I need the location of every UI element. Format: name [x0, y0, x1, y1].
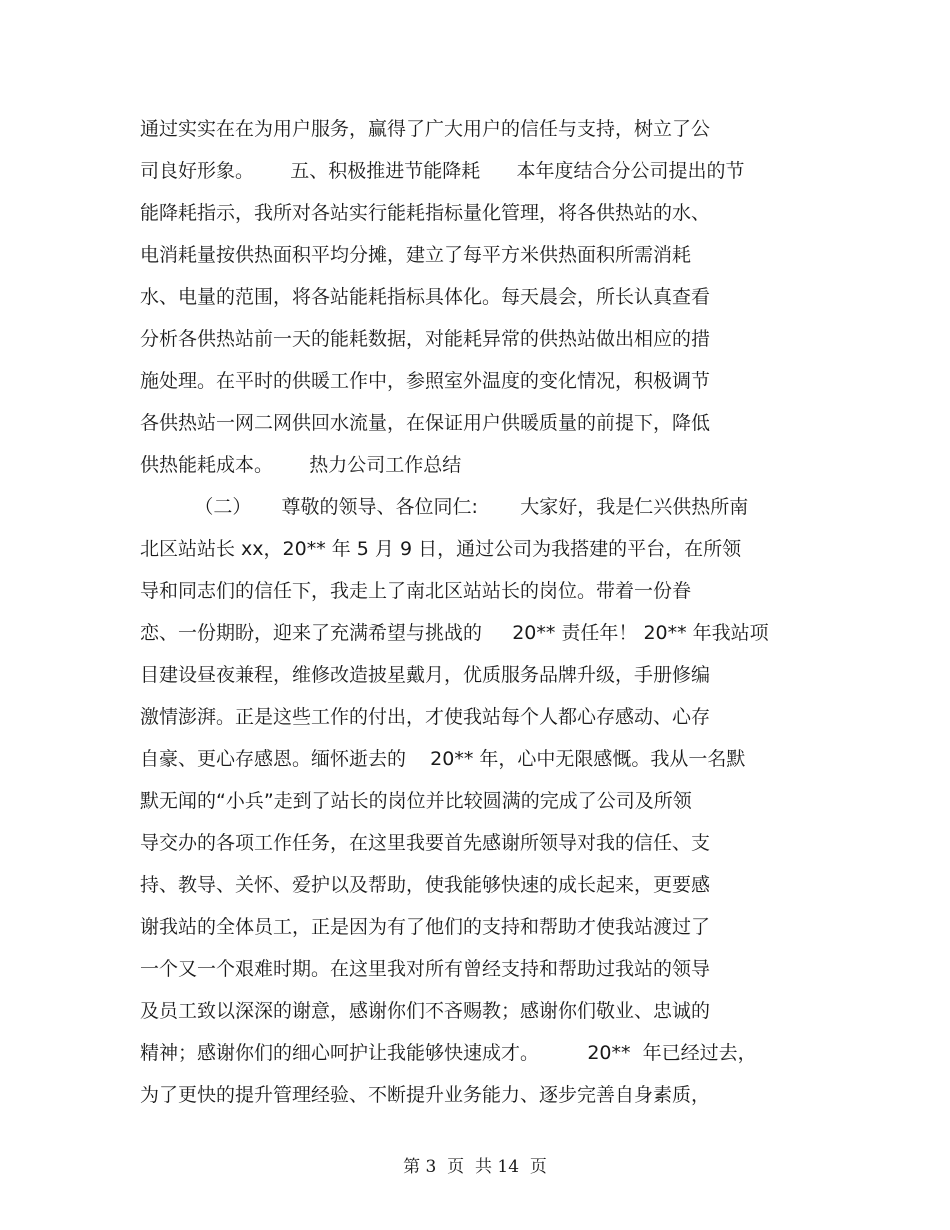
body-text-line: 自豪、更心存感恩。缅怀逝去的 20** 年，心中无限感慨。我从一名默 — [140, 748, 746, 770]
body-text-line: 通过实实在在为用户服务，赢得了广大用户的信任与支持，树立了公 — [140, 118, 711, 140]
body-text-line: 谢我站的全体员工，正是因为有了他们的支持和帮助才使我站渡过了 — [140, 916, 711, 938]
body-text-line: 目建设昼夜兼程，维修改造披星戴月，优质服务品牌升级，手册修编 — [140, 664, 711, 686]
body-text-line: 及员工致以深深的谢意，感谢你们不吝赐教；感谢你们敬业、忠诚的 — [140, 1000, 711, 1022]
body-text-line: 为了更快的提升管理经验、不断提升业务能力、逐步完善自身素质， — [140, 1084, 711, 1106]
body-text-line: 电消耗量按供热面积平均分摊，建立了每平方米供热面积所需消耗 — [140, 244, 692, 266]
body-text-line: 各供热站一网二网供回水流量，在保证用户供暖质量的前提下，降低 — [140, 412, 711, 434]
body-text-line: 分析各供热站前一天的能耗数据，对能耗异常的供热站做出相应的措 — [140, 328, 711, 350]
body-text-line: 能降耗指示，我所对各站实行能耗指标量化管理，将各供热站的水、 — [140, 202, 711, 224]
body-text-line: 水、电量的范围，将各站能耗指标具体化。每天晨会，所长认真查看 — [140, 286, 711, 308]
body-text-line: 北区站站长 xx，20** 年 5 月 9 日，通过公司为我搭建的平台，在所领 — [140, 538, 742, 560]
body-text-line: 导交办的各项工作任务，在这里我要首先感谢所领导对我的信任、支 — [140, 832, 711, 854]
body-text-line: 导和同志们的信任下，我走上了南北区站站长的岗位。带着一份眷 — [140, 580, 692, 602]
body-text-line: 激情澎湃。正是这些工作的付出，才使我站每个人都心存感动、心存 — [140, 706, 711, 728]
body-text-line: 一个又一个艰难时期。在这里我对所有曾经支持和帮助过我站的领导 — [140, 958, 711, 980]
body-text-line: 供热能耗成本。 热力公司工作总结 — [140, 454, 462, 476]
page-footer: 第 3 页 共 14 页 — [403, 1157, 547, 1177]
body-text-line: 施处理。在平时的供暖工作中，参照室外温度的变化情况，积极调节 — [140, 370, 711, 392]
body-text-line: （二） 尊敬的领导、各位同仁: 大家好，我是仁兴供热所南 — [140, 496, 749, 518]
body-text-line: 默无闻的“小兵”走到了站长的岗位并比较圆满的完成了公司及所领 — [140, 790, 692, 812]
body-text-line: 精神；感谢你们的细心呵护让我能够快速成才。 20** 年已经过去， — [140, 1042, 757, 1064]
body-text-line: 司良好形象。 五、积极推进节能降耗 本年度结合分公司提出的节 — [140, 160, 745, 182]
body-text-line: 持、教导、关怀、爱护以及帮助，使我能够快速的成长起来，更要感 — [140, 874, 711, 896]
body-text-line: 恋、一份期盼，迎来了充满希望与挑战的 20** 责任年！ 20** 年我站项 — [140, 622, 769, 644]
